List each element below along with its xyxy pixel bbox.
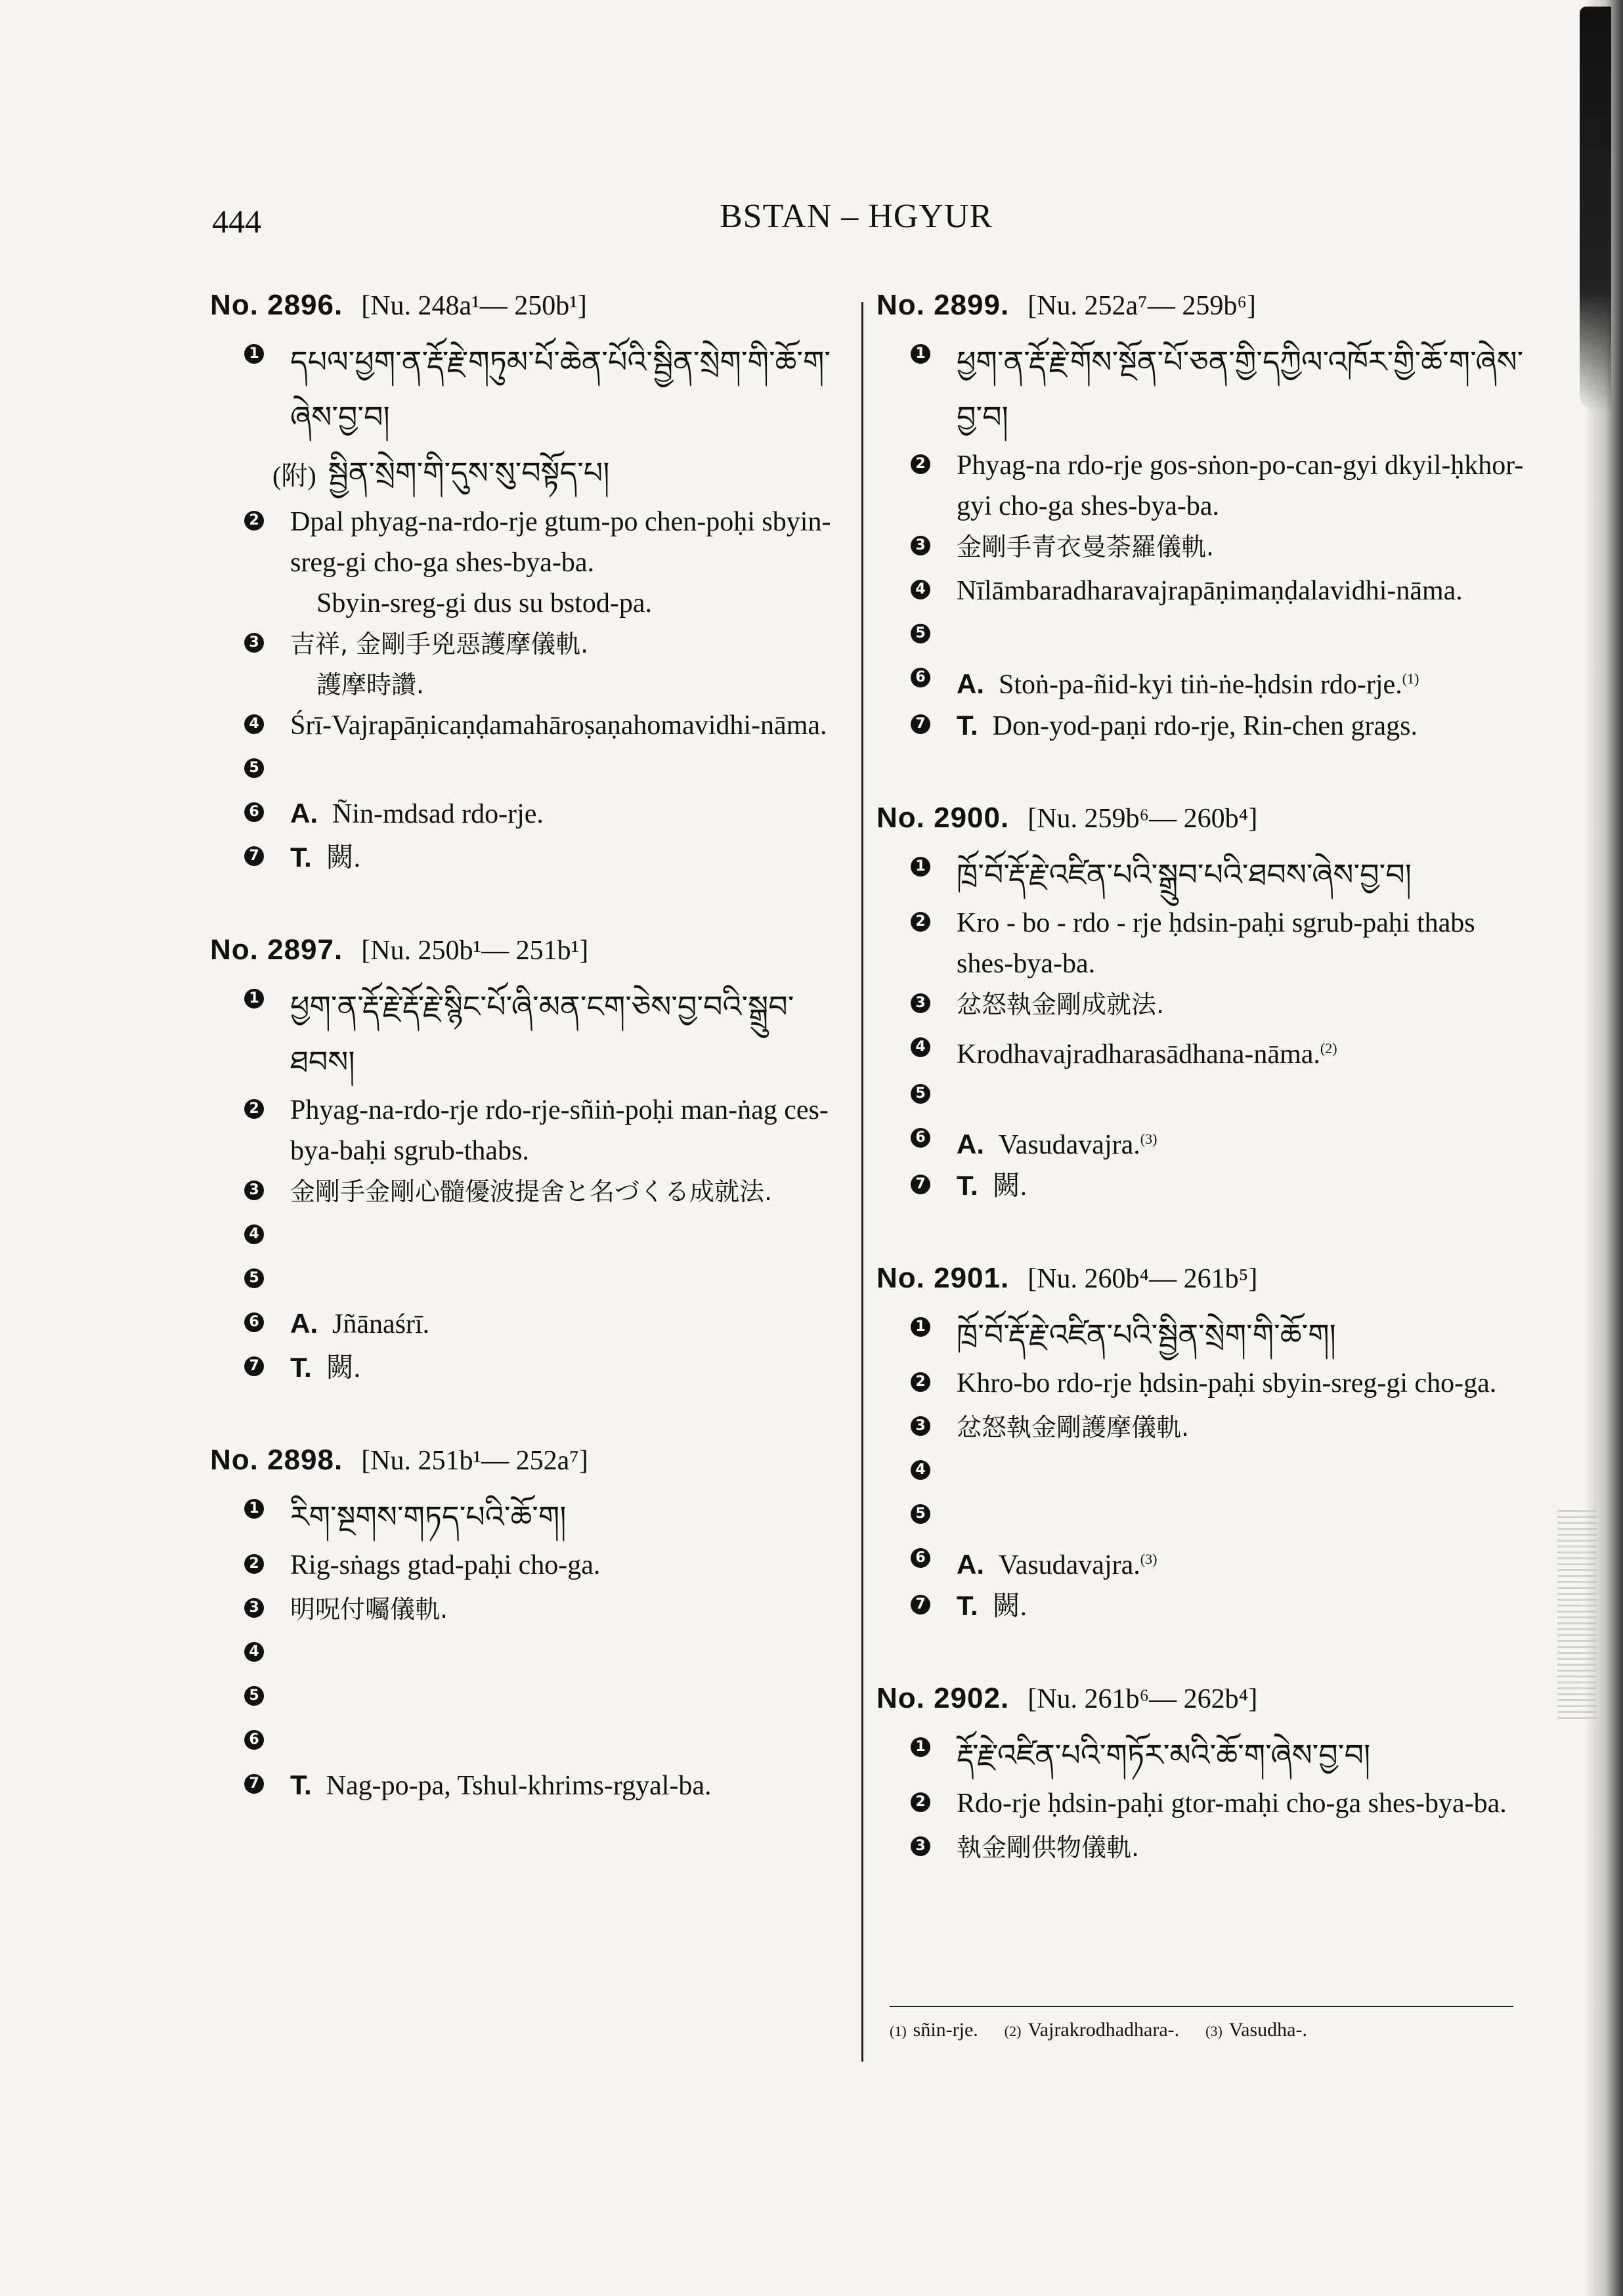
field-value: 忿怒執金剛成就法. <box>957 990 1165 1019</box>
field-number-badge: 1 <box>244 989 264 1008</box>
field-text <box>957 1586 1533 1627</box>
left-column <box>210 289 850 1809</box>
field-number-badge: 7 <box>244 1774 264 1794</box>
field-label: A. <box>957 1549 984 1580</box>
field-label: A. <box>957 668 984 699</box>
field-subtext: 護摩時讚. <box>316 670 425 699</box>
field-number-badge: 4 <box>244 714 264 734</box>
catalog-entry <box>876 1682 1533 1871</box>
field-row <box>244 1215 850 1259</box>
field-number-badge: 4 <box>244 1642 264 1662</box>
field-value: Nag-po-pa, Tshul-khrims-rgyal-ba. <box>326 1771 712 1801</box>
tibetan-title <box>290 1490 850 1545</box>
footnote-text: Vasudha-. <box>1228 2019 1307 2041</box>
field-row <box>244 624 850 705</box>
field-row <box>911 527 1533 571</box>
field-row <box>911 615 1533 659</box>
field-label: A. <box>290 798 318 829</box>
catalog-entry <box>876 802 1533 1209</box>
field-row <box>911 1407 1533 1451</box>
field-row <box>244 502 850 624</box>
field-value: Śrī-Vajrapāṇicaṇḍamahāroṣaṇahomavidhi-nāma. <box>290 710 827 741</box>
field-value: རྡོ་རྗེ་འཛིན་པའི་གཏོར་མའི་ཆོ་ག་ཞེས་བྱ་བ། <box>957 1739 1371 1772</box>
chinese-title <box>957 1827 1533 1868</box>
field-row <box>911 1028 1533 1075</box>
footnote <box>890 2019 978 2041</box>
field-row <box>244 1090 850 1171</box>
field-number-badge: 3 <box>244 633 264 653</box>
entry-number: No. 2902. <box>876 1682 1010 1714</box>
footnote-mark: (3) <box>1205 2023 1223 2039</box>
field-label: T. <box>957 710 978 741</box>
field-value: 明呪付囑儀軌. <box>290 1595 448 1624</box>
entry-number: No. 2896. <box>210 289 343 321</box>
field-value: Krodhavajradharasādhana-nāma. <box>957 1039 1320 1070</box>
field-row <box>911 1165 1533 1209</box>
field-number-badge: 2 <box>911 1372 930 1392</box>
field-text <box>957 1363 1533 1404</box>
field-row <box>911 903 1533 984</box>
field-number-badge: 6 <box>911 1548 930 1568</box>
field-text <box>957 1539 1533 1586</box>
entry-folio-ref: [Nu. 251b¹— 252a⁷] <box>361 1446 588 1476</box>
field-number-badge: 5 <box>244 758 264 778</box>
field-value: Khro-bo rdo-rje ḥdsin-paḥi sbyin-sreg-gi cho-ga. <box>957 1368 1497 1398</box>
tibetan-title <box>957 1308 1533 1363</box>
field-label: T. <box>957 1170 978 1201</box>
entry-header <box>876 289 1533 335</box>
field-text <box>957 571 1533 611</box>
entry-header <box>210 1444 850 1490</box>
field-value: 闕. <box>992 1171 1028 1202</box>
field-value: Rig-sṅags gtad-paḥi cho-ga. <box>290 1550 601 1580</box>
field-row <box>911 705 1533 749</box>
footnote-mark: (2) <box>1004 2023 1022 2039</box>
field-number-badge: 3 <box>244 1598 264 1618</box>
field-row <box>244 335 850 445</box>
field-number-badge: 4 <box>911 580 930 599</box>
field-text <box>290 502 850 624</box>
field-row <box>911 1539 1533 1586</box>
field-row <box>911 1451 1533 1495</box>
tibetan-title <box>957 335 1533 445</box>
field-number-badge: 3 <box>911 993 930 1013</box>
entry-folio-ref: [Nu. 259b⁶— 260b⁴] <box>1028 804 1258 834</box>
field-value: 闕. <box>326 843 361 873</box>
field-number-badge: 2 <box>911 1792 930 1812</box>
field-row <box>911 1586 1533 1630</box>
field-text <box>957 903 1533 984</box>
field-value: Kro - bo - rdo - rje ḥdsin-paḥi sgrub-paḥi thabs shes-bya-ba. <box>957 908 1475 979</box>
field-row <box>244 1765 850 1809</box>
entry-gap <box>210 1391 850 1444</box>
field-value: དཔལ་ཕྱག་ན་རྡོ་རྗེ་གཏུམ་པོ་ཆེན་པོའི་སྦྱིན་སྲེག་གི་ཆོ་ག་ཞེས་བྱ་བ། <box>290 345 831 434</box>
field-number-badge: 2 <box>244 1099 264 1119</box>
field-value: རིག་སྔགས་གཏད་པའི་ཆོ་ག། <box>290 1500 567 1534</box>
field-value: Ñin-mdsad rdo-rje. <box>332 799 544 829</box>
right-column <box>876 289 1533 1871</box>
field-text <box>957 1119 1533 1165</box>
field-label: A. <box>957 1129 984 1159</box>
field-value: Vasudavajra. <box>999 1550 1140 1580</box>
field-row <box>244 705 850 749</box>
footnote <box>1005 2019 1179 2041</box>
field-row <box>244 1589 850 1633</box>
field-number-badge: 1 <box>911 1317 930 1337</box>
field-row <box>911 1308 1533 1363</box>
entry-number: No. 2897. <box>210 934 343 966</box>
field-text <box>957 659 1533 705</box>
chinese-title <box>957 1407 1533 1448</box>
field-number-badge: 5 <box>244 1686 264 1706</box>
field-number-badge: 1 <box>911 857 930 877</box>
field-text <box>290 1303 850 1345</box>
scan-edge-mark <box>1580 7 1611 414</box>
entry-gap <box>876 1630 1533 1682</box>
field-number-badge: 6 <box>244 1312 264 1332</box>
field-number-badge: 6 <box>244 1730 264 1750</box>
field-number-badge: 6 <box>911 1128 930 1148</box>
field-text <box>957 705 1533 747</box>
field-number-badge: 6 <box>244 802 264 822</box>
field-value: 闕. <box>992 1592 1028 1622</box>
field-number-badge: 2 <box>244 1554 264 1574</box>
field-value: Vasudavajra. <box>999 1130 1140 1160</box>
field-row <box>244 1303 850 1347</box>
field-value: ཕྱག་ན་རྡོ་རྗེ་རྡོ་རྗེ་སྙིང་པོ་ཞི་མན་ངག་ཅེས་བྱ་བའི་སྒྲུབ་ཐབས། <box>290 990 794 1079</box>
entry-number: No. 2901. <box>876 1262 1010 1294</box>
field-value: ཁྲོ་བོ་རྡོ་རྗེ་འཛིན་པའི་སྒྲུབ་པའི་ཐབས་ཞེས་བྱ་བ། <box>957 858 1412 892</box>
field-value: Don-yod-paṇi rdo-rje, Rin-chen grags. <box>992 711 1417 741</box>
field-text <box>290 1545 850 1586</box>
field-text <box>290 837 850 878</box>
field-number-badge: 4 <box>244 1224 264 1244</box>
field-row <box>244 1259 850 1303</box>
entry-gap <box>210 881 850 934</box>
field-label: T. <box>957 1590 978 1621</box>
field-text <box>957 1028 1533 1075</box>
entry-header <box>876 1262 1533 1308</box>
field-row <box>911 1495 1533 1539</box>
tibetan-title: སྦྱིན་སྲེག་གི་དུས་སུ་བསྟོད་པ། <box>328 456 610 490</box>
field-subtext: Sbyin-sreg-gi dus su bstod-pa. <box>316 588 652 618</box>
entry-header <box>876 802 1533 848</box>
field-text <box>290 705 850 746</box>
catalog-entry <box>210 1444 850 1809</box>
tibetan-title <box>290 980 850 1090</box>
entry-number: No. 2900. <box>876 802 1010 834</box>
field-value: Rdo-rje ḥdsin-paḥi gtor-maḥi cho-ga shes-bya-ba. <box>957 1788 1507 1819</box>
entry-gap <box>876 1209 1533 1262</box>
field-value: Jñānaśrī. <box>332 1309 430 1339</box>
field-number-badge: 5 <box>911 1504 930 1524</box>
field-row <box>244 837 850 881</box>
field-row <box>911 571 1533 615</box>
field-value: 闕. <box>326 1353 361 1383</box>
field-number-badge: 2 <box>244 511 264 531</box>
entry-header <box>876 1682 1533 1728</box>
entry-folio-ref: [Nu. 260b⁴— 261b⁵] <box>1028 1264 1258 1294</box>
field-number-badge: 1 <box>911 1737 930 1757</box>
field-number-badge: 7 <box>911 714 930 734</box>
field-number-badge: 3 <box>911 1836 930 1856</box>
footnote-ref: (3) <box>1140 1131 1158 1147</box>
field-value: Stoṅ-pa-ñid-kyi tiṅ-ṅe-ḥdsin rdo-rje. <box>999 670 1402 700</box>
field-text <box>290 1347 850 1389</box>
appendix-row <box>272 445 850 502</box>
appendix-mark: (附) <box>272 460 316 490</box>
field-value: 金剛手金剛心髓優波提舍と名づくる成就法. <box>290 1177 773 1206</box>
field-text <box>957 445 1533 527</box>
field-number-badge: 2 <box>911 454 930 474</box>
field-value: ཁྲོ་བོ་རྡོ་རྗེ་འཛིན་པའི་སྦྱིན་སྲེག་གི་ཆོ་ག། <box>957 1318 1336 1352</box>
chinese-title <box>957 527 1533 567</box>
field-label: T. <box>290 842 312 873</box>
footnote-ref: (3) <box>1140 1551 1158 1567</box>
field-row <box>911 1363 1533 1407</box>
field-row <box>911 1827 1533 1871</box>
entry-gap <box>876 749 1533 802</box>
field-number-badge: 7 <box>911 1175 930 1194</box>
entry-folio-ref: [Nu. 252a⁷— 259b⁶] <box>1028 291 1256 321</box>
field-number-badge: 4 <box>911 1037 930 1057</box>
field-row <box>911 445 1533 527</box>
field-value: 忿怒執金剛護摩儀軌. <box>957 1413 1190 1442</box>
catalog-entry <box>210 289 850 881</box>
entry-folio-ref: [Nu. 261b⁶— 262b⁴] <box>1028 1684 1258 1714</box>
field-row <box>244 1677 850 1721</box>
field-text <box>290 1090 850 1171</box>
chinese-title <box>290 1171 850 1212</box>
chinese-title <box>290 1589 850 1630</box>
field-value: Phyag-na rdo-rje gos-sṅon-po-can-gyi dkyil-ḥkhor-gyi cho-ga shes-bya-ba. <box>957 450 1524 521</box>
field-text <box>957 1783 1533 1824</box>
field-text <box>957 1165 1533 1207</box>
field-row <box>244 980 850 1090</box>
field-number-badge: 5 <box>911 1084 930 1104</box>
field-number-badge: 5 <box>244 1268 264 1288</box>
footnote <box>1205 2019 1307 2041</box>
field-value: 吉祥, 金剛手兇惡護摩儀軌. <box>290 630 589 659</box>
field-row <box>244 1545 850 1589</box>
field-row <box>911 1728 1533 1783</box>
catalog-entry <box>210 934 850 1391</box>
page-number: 444 <box>212 203 261 240</box>
field-value: Dpal phyag-na-rdo-rje gtum-po chen-poḥi sbyin-sreg-gi cho-ga shes-bya-ba. <box>290 507 831 578</box>
field-number-badge: 3 <box>244 1180 264 1200</box>
field-value: Phyag-na-rdo-rje rdo-rje-sñiṅ-poḥi man-ṅag ces-bya-baḥi sgrub-thabs. <box>290 1095 829 1166</box>
field-value: ཕྱག་ན་རྡོ་རྗེ་གོས་སྔོན་པོ་ཅན་གྱི་དཀྱིལ་འཁོར་གྱི་ཆོ་ག་ཞེས་བྱ་བ། <box>957 345 1524 434</box>
field-row <box>244 1721 850 1765</box>
footnotes <box>890 2006 1513 2041</box>
field-row <box>911 848 1533 903</box>
field-number-badge: 4 <box>911 1460 930 1480</box>
tibetan-title <box>957 1728 1533 1783</box>
chinese-title <box>290 624 850 705</box>
field-row <box>911 335 1533 445</box>
tibetan-title <box>290 335 850 445</box>
entry-header <box>210 289 850 335</box>
field-number-badge: 1 <box>244 1499 264 1519</box>
running-head: BSTAN – HGYUR <box>720 198 993 235</box>
field-row <box>911 1075 1533 1119</box>
column-divider <box>861 302 863 2062</box>
entry-header <box>210 934 850 980</box>
field-number-badge: 1 <box>244 344 264 364</box>
field-row <box>244 1171 850 1215</box>
field-row <box>244 749 850 793</box>
field-number-badge: 6 <box>911 668 930 687</box>
field-row <box>244 1633 850 1677</box>
field-label: A. <box>290 1308 318 1339</box>
field-row <box>244 1490 850 1545</box>
field-number-badge: 3 <box>911 1416 930 1436</box>
field-number-badge: 5 <box>911 624 930 643</box>
footnote-text: Vajrakrodhadhara-. <box>1028 2019 1180 2041</box>
chinese-title <box>957 984 1533 1025</box>
field-row <box>911 659 1533 705</box>
field-text <box>290 793 850 834</box>
field-number-badge: 7 <box>244 846 264 866</box>
field-row <box>911 1119 1533 1165</box>
field-number-badge: 2 <box>911 912 930 932</box>
footnote-mark: (1) <box>890 2023 907 2039</box>
field-value: 金剛手青衣曼荼羅儀軌. <box>957 532 1215 561</box>
entry-number: No. 2898. <box>210 1444 343 1476</box>
field-label: T. <box>290 1769 312 1800</box>
field-row <box>911 1783 1533 1827</box>
tibetan-title <box>957 848 1533 903</box>
field-value: Nīlāmbaradharavajrapāṇimaṇḍalavidhi-nāma. <box>957 576 1463 606</box>
field-row <box>244 1347 850 1391</box>
field-label: T. <box>290 1352 312 1383</box>
field-value: 執金剛供物儀軌. <box>957 1833 1140 1862</box>
field-number-badge: 3 <box>911 536 930 555</box>
field-number-badge: 1 <box>911 344 930 364</box>
footnote-ref: (2) <box>1320 1040 1337 1056</box>
field-number-badge: 7 <box>244 1356 264 1376</box>
field-row <box>244 793 850 837</box>
field-text <box>290 1765 850 1806</box>
catalog-entry <box>876 289 1533 749</box>
footnote-text: sñin-rje. <box>913 2019 978 2041</box>
scan-speckle <box>1557 1510 1597 1720</box>
catalog-entry <box>876 1262 1533 1630</box>
entry-number: No. 2899. <box>876 289 1010 321</box>
field-row <box>911 984 1533 1028</box>
entry-folio-ref: [Nu. 248a¹— 250b¹] <box>361 291 587 321</box>
entry-folio-ref: [Nu. 250b¹— 251b¹] <box>361 936 589 966</box>
field-number-badge: 7 <box>911 1595 930 1614</box>
footnote-ref: (1) <box>1402 670 1419 687</box>
